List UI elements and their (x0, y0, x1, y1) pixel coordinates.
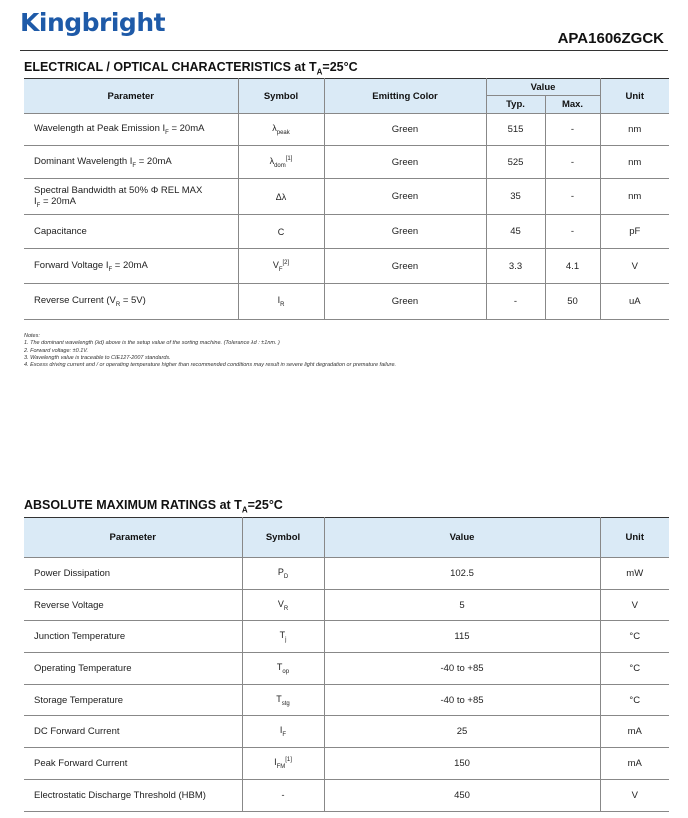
header-divider (20, 50, 668, 51)
unit-cell: °C (600, 621, 669, 653)
symbol-subscript: j (285, 637, 287, 644)
emitting-color-cell: Green (324, 284, 486, 320)
symbol-footnote: [1] (285, 155, 293, 162)
unit-cell: nm (600, 114, 669, 146)
parameter-text: Dominant Wavelength I (34, 155, 133, 167)
emitting-color-cell: Green (324, 215, 486, 249)
table-row (24, 589, 669, 621)
max-cell: - (545, 179, 600, 215)
parameter-text: Wavelength at Peak Emission I (34, 123, 166, 135)
symbol-text: Δλ (275, 191, 287, 202)
parameter-subscript: R (115, 301, 121, 308)
table-row (24, 558, 669, 590)
value-cell: 25 (324, 716, 600, 748)
parameter-subscript: F (132, 162, 137, 169)
eo-section-title: ELECTRICAL / OPTICAL CHARACTERISTICS at $T_A=25^\circ C$ (24, 60, 358, 77)
symbol-footnote: [1] (285, 757, 292, 764)
parameter-cell (24, 146, 238, 179)
note-line: 2. Forward voltage: ±0.1V. (24, 347, 89, 354)
typ-cell: 525 (486, 146, 545, 179)
parameter-text: Forward Voltage I (34, 259, 109, 271)
table-row (24, 748, 669, 780)
parameter-condition: = 20mA (136, 155, 172, 167)
emitting-color-cell: Green (324, 179, 486, 215)
unit-cell: V (600, 779, 669, 811)
symbol-text: T (279, 630, 286, 641)
parameter-subscript: F (36, 202, 41, 209)
symbol-cell (242, 653, 324, 685)
unit-cell: mA (600, 748, 669, 780)
symbol-text: V (272, 259, 279, 270)
parameter-condition: = 20mA (112, 259, 148, 271)
parameter-cell (24, 179, 238, 215)
symbol-subscript: stg (281, 700, 290, 707)
unit-cell: uA (600, 284, 669, 320)
value-cell: 150 (324, 748, 600, 780)
col-header-value: Value (486, 79, 600, 96)
unit-cell: V (600, 249, 669, 284)
table-row (24, 621, 669, 653)
symbol-text: C (277, 226, 285, 237)
col-header-parameter: Parameter (24, 518, 242, 558)
typ-cell: 3.3 (486, 249, 545, 284)
symbol-subscript: F (282, 732, 287, 739)
max-cell: 4.1 (545, 249, 600, 284)
typ-cell: - (486, 284, 545, 320)
symbol-cell (242, 684, 324, 716)
note-line: 4. Excess driving current and / or operating temperature higher than recommended conditions may result in severe light degradation or premature failure. (24, 362, 397, 369)
table-row (24, 249, 669, 284)
value-cell: 102.5 (324, 558, 600, 590)
symbol-cell (238, 114, 324, 146)
col-header-unit: Unit (600, 518, 669, 558)
symbol-subscript: F (278, 266, 283, 273)
symbol-text: P (277, 566, 284, 577)
parameter-text: Spectral Bandwidth at 50% Φ REL MAX (34, 184, 203, 196)
table-row (24, 284, 669, 320)
typ-cell: 35 (486, 179, 545, 215)
max-cell: - (545, 146, 600, 179)
table-row (24, 179, 669, 215)
parameter-cell (24, 215, 238, 249)
value-cell: -40 to +85 (324, 684, 600, 716)
symbol-cell (238, 249, 324, 284)
parameter-cell: Operating Temperature (24, 653, 242, 685)
symbol-text: I (277, 295, 281, 306)
absolute-maximum-ratings-table (24, 517, 669, 812)
symbol-subscript: dom (274, 162, 286, 169)
max-cell: 50 (545, 284, 600, 320)
symbol-cell (238, 146, 324, 179)
value-cell: -40 to +85 (324, 653, 600, 685)
parameter-subscript: F (108, 266, 113, 273)
symbol-cell (242, 589, 324, 621)
symbol-subscript: D (283, 573, 289, 580)
symbol-text: λ (272, 123, 277, 134)
table-row (24, 653, 669, 685)
unit-cell: pF (600, 215, 669, 249)
parameter-cell: Power Dissipation (24, 558, 242, 590)
col-header-max: Max. (545, 96, 600, 114)
symbol-cell (242, 621, 324, 653)
symbol-footnote: [2] (282, 259, 290, 266)
parameter-cell (24, 284, 238, 320)
table-row (24, 779, 669, 811)
note-line: 1. The dominant wavelength (λd) above is the setup value of the sorting machine. (Tolerance λd : ±1nm. ) (24, 340, 280, 347)
symbol-cell (238, 284, 324, 320)
symbol-subscript: FM (276, 763, 286, 770)
max-cell: - (545, 215, 600, 249)
parameter-cell (24, 114, 238, 146)
value-cell: 450 (324, 779, 600, 811)
brand-logo: Kingbright (20, 8, 166, 37)
emitting-color-cell: Green (324, 114, 486, 146)
value-cell: 115 (324, 621, 600, 653)
symbol-text: V (277, 598, 284, 609)
symbol-text: I (274, 757, 277, 768)
parameter-condition: = 20mA (168, 123, 205, 135)
unit-cell: °C (600, 653, 669, 685)
part-number: APA1606ZGCK (557, 30, 664, 47)
symbol-text: T (276, 662, 283, 672)
parameter-text: Capacitance (34, 226, 87, 237)
col-header-value: Value (324, 518, 600, 558)
parameter-cell: DC Forward Current (24, 716, 242, 748)
col-header-parameter: Parameter (24, 79, 238, 114)
eo-characteristics-table (24, 78, 669, 320)
table-row (24, 716, 669, 748)
table-row (24, 146, 669, 179)
table-row (24, 684, 669, 716)
symbol-subscript: R (283, 605, 289, 612)
symbol-cell (238, 215, 324, 249)
symbol-cell (242, 779, 324, 811)
col-header-typ: Typ. (486, 96, 545, 114)
typ-cell: 45 (486, 215, 545, 249)
symbol-text: T (276, 693, 282, 704)
symbol-cell (242, 716, 324, 748)
emitting-color-cell: Green (324, 146, 486, 179)
col-header-unit: Unit (600, 79, 669, 114)
symbol-text: - (281, 790, 285, 801)
table-row (24, 114, 669, 146)
max-cell: - (545, 114, 600, 146)
eo-notes (24, 333, 396, 369)
col-header-symbol: Symbol (242, 518, 324, 558)
parameter-cell: Storage Temperature (24, 684, 242, 716)
symbol-text: I (279, 725, 283, 736)
parameter-condition: = 20mA (40, 195, 76, 207)
symbol-text: λ (269, 155, 275, 166)
note-line: 3. Wavelength value is traceable to CIE127-2007 standards. (24, 354, 171, 361)
parameter-cell (24, 249, 238, 284)
unit-cell: °C (600, 684, 669, 716)
note-line: Notes: (24, 333, 40, 339)
col-header-symbol: Symbol (238, 79, 324, 114)
col-header-emitting-color: Emitting Color (324, 79, 486, 114)
parameter-subscript: F (165, 129, 169, 136)
unit-cell: mA (600, 716, 669, 748)
parameter-cell: Junction Temperature (24, 621, 242, 653)
amr-section-title: ABSOLUTE MAXIMUM RATINGS at $T_A=25^\circ C$ (24, 498, 283, 515)
value-cell: 5 (324, 589, 600, 621)
symbol-subscript: op (282, 668, 290, 675)
parameter-text-2: I (34, 195, 37, 207)
unit-cell: V (600, 589, 669, 621)
emitting-color-cell: Green (324, 249, 486, 284)
symbol-cell (238, 179, 324, 215)
unit-cell: nm (600, 179, 669, 215)
symbol-subscript: R (280, 301, 285, 308)
typ-cell: 515 (486, 114, 545, 146)
symbol-subscript: peak (276, 129, 290, 136)
symbol-cell (242, 558, 324, 590)
table-row (24, 215, 669, 249)
parameter-condition: = 5V) (120, 295, 146, 307)
parameter-cell: Peak Forward Current (24, 748, 242, 780)
parameter-text: Reverse Current (V (34, 295, 116, 307)
unit-cell: nm (600, 146, 669, 179)
unit-cell: mW (600, 558, 669, 590)
symbol-cell (242, 748, 324, 780)
parameter-cell: Reverse Voltage (24, 589, 242, 621)
parameter-cell: Electrostatic Discharge Threshold (HBM) (24, 779, 242, 811)
